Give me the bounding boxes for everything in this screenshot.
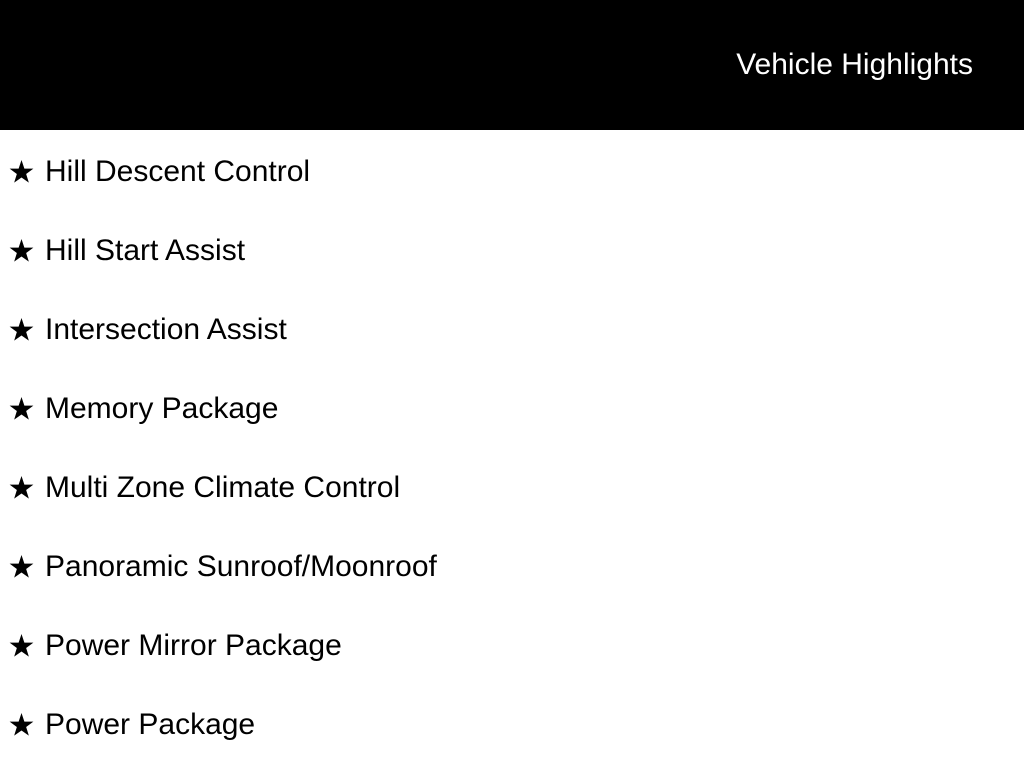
highlight-list (0, 130, 1024, 764)
highlight-item-label: Memory Package (45, 391, 279, 425)
star-icon (9, 475, 34, 500)
highlight-item (9, 290, 1024, 369)
page-title: Vehicle Highlights (736, 48, 973, 81)
highlight-item-label: Intersection Assist (45, 312, 287, 346)
star-icon (9, 159, 34, 184)
highlight-item (9, 606, 1024, 685)
star-icon (9, 633, 34, 658)
highlight-item-label: Hill Start Assist (45, 233, 246, 267)
highlight-item (9, 369, 1024, 448)
highlight-item-label: Power Package (45, 707, 256, 741)
highlight-item (9, 211, 1024, 290)
highlight-item-label: Power Mirror Package (45, 628, 342, 662)
star-icon (9, 238, 34, 263)
star-icon (9, 712, 34, 737)
star-icon (9, 554, 34, 579)
highlight-item (9, 685, 1024, 764)
highlight-item (9, 132, 1024, 211)
highlight-item (9, 448, 1024, 527)
highlight-item-label: Panoramic Sunroof/Moonroof (45, 549, 437, 583)
highlight-item-label: Hill Descent Control (45, 154, 311, 188)
star-icon (9, 396, 34, 421)
header-bar (0, 0, 1024, 130)
star-icon (9, 317, 34, 342)
highlight-item (9, 527, 1024, 606)
highlight-item-label: Multi Zone Climate Control (45, 470, 401, 504)
